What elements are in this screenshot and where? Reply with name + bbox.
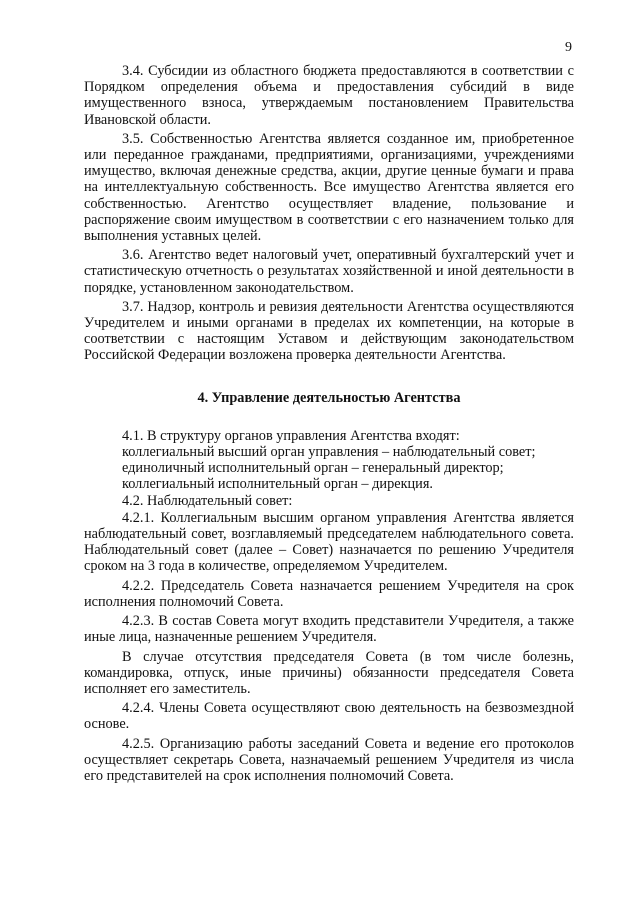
document-body bbox=[84, 63, 574, 784]
paragraph-4-1: 4.1. В структуру органов управления Агентства входят: bbox=[122, 427, 460, 444]
paragraph-4-2-2: 4.2.2. Председатель Совета назначается решением Учредителя на срок исполнения полномочий Совета. bbox=[84, 577, 574, 610]
paragraph-3-5: 3.5. Собственностью Агентства является созданное им, приобретенное или переданное гражданами, предприятиями, организациями, учреждениями имущество, включая денежные средства, акции, другие ценные бумаги и права на интеллектуальную собственность. Все имущество Агентства является его собственностью. Агентство осуществляет владение, пользование и распоряжение своим имуществом в соответствии с его назначением только для выполнения уставных целей. bbox=[84, 130, 574, 245]
paragraph-4-2: 4.2. Наблюдательный совет: bbox=[122, 492, 293, 509]
list-item-directorate: коллегиальный исполнительный орган – дирекция. bbox=[122, 476, 433, 493]
paragraph-chairman-absence: В случае отсутствия председателя Совета (в том числе болезнь, командировка, отпуск, иные причины) обязанности председателя Совета исполняет его заместитель. bbox=[84, 648, 574, 697]
list-item-supervisory-board: коллегиальный высший орган управления – наблюдательный совет; bbox=[122, 444, 536, 461]
paragraph-3-4: 3.4. Субсидии из областного бюджета предоставляются в соответствии с Порядком определения объема и предоставления субсидий в виде имущественного взноса, утверждаемым постановлением Правительства Ивановской области. bbox=[84, 63, 574, 128]
paragraph-3-6: 3.6. Агентство ведет налоговый учет, оперативный бухгалтерский учет и статистическую отчетность о результатах хозяйственной и иной деятельности в порядке, установленном законодательством. bbox=[84, 247, 574, 296]
page-number: 9 bbox=[565, 40, 572, 55]
list-item-general-director: единоличный исполнительный орган – генеральный директор; bbox=[122, 460, 504, 477]
paragraph-4-2-4: 4.2.4. Члены Совета осуществляют свою деятельность на безвозмездной основе. bbox=[84, 700, 574, 733]
paragraph-3-7: 3.7. Надзор, контроль и ревизия деятельности Агентства осуществляются Учредителем и иными органами в пределах их компетенции, на которые в соответствии с настоящим Уставом и действующим законодательством Российской Федерации возложена проверка деятельности Агентства. bbox=[84, 298, 574, 364]
section-4-heading: 4. Управление деятельностью Агентства bbox=[197, 389, 461, 406]
paragraph-4-2-5: 4.2.5. Организацию работы заседаний Совета и ведение его протоколов осуществляет секретарь Совета, назначаемый решением Учредителя из числа его представителей на срок исполнения полномочий Совета. bbox=[84, 735, 574, 784]
paragraph-4-2-1: 4.2.1. Коллегиальным высшим органом управления Агентства является наблюдательный совет, возглавляемый председателем наблюдательного совета. Наблюдательный совет (далее – Совет) назначается по решению Учредителя сроком на 3 года в количестве, определяемом Учредителем. bbox=[84, 509, 574, 575]
paragraph-4-2-3: 4.2.3. В состав Совета могут входить представители Учредителя, а также иные лица, назначенные решением Учредителя. bbox=[84, 613, 574, 646]
